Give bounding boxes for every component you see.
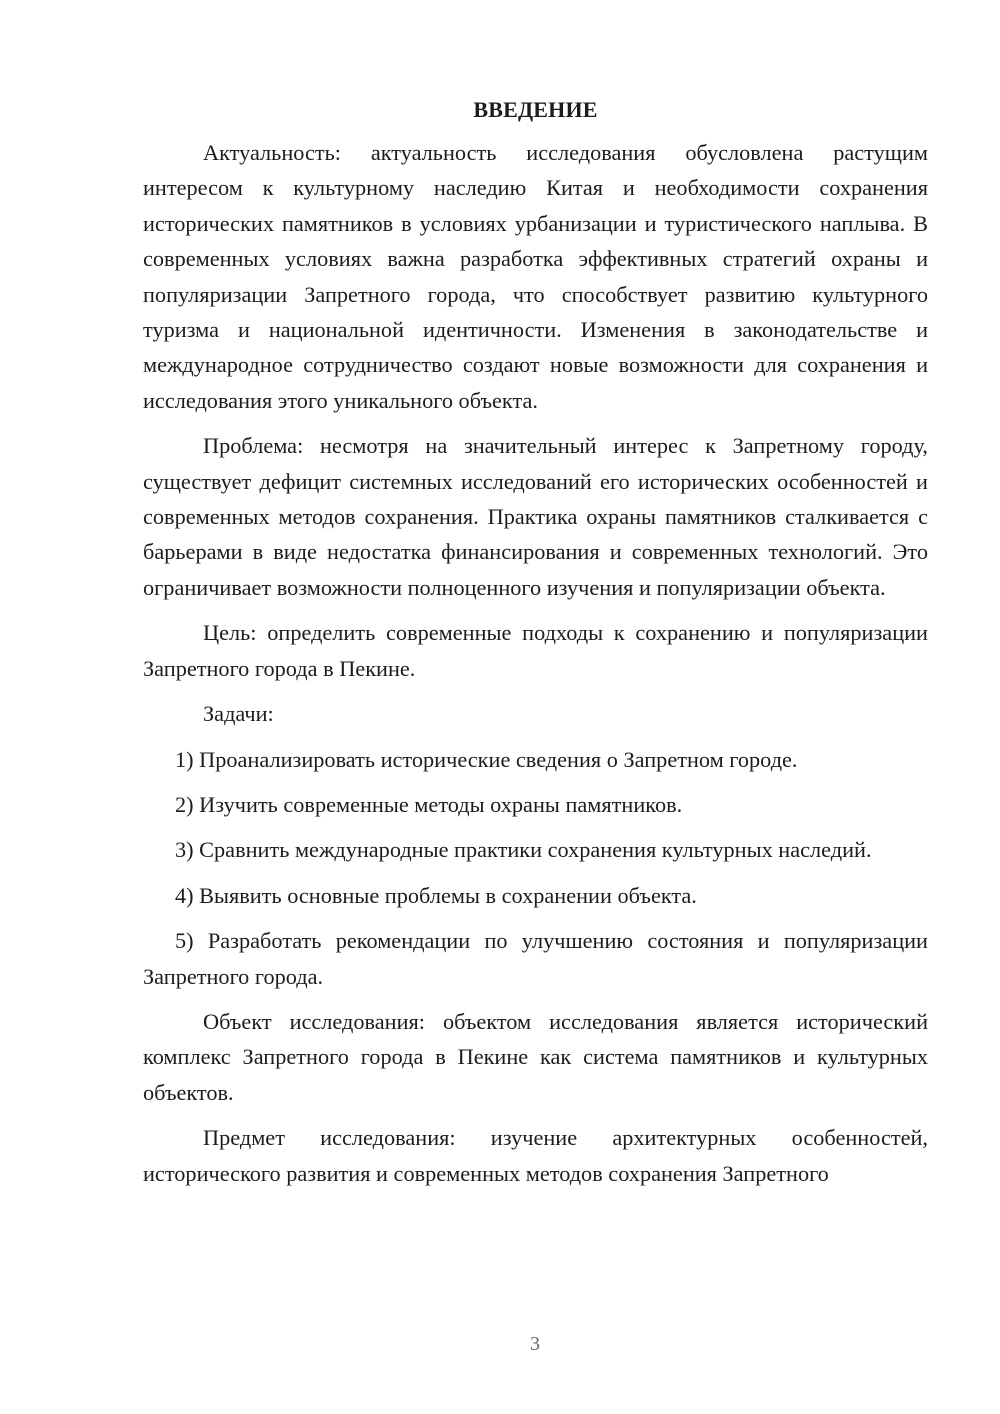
subject-paragraph: Предмет исследования: изучение архитектурных особенностей, исторического развития и современных методов сохранения Запретного [143, 1125, 928, 1186]
goal-paragraph: Цель: определить современные подходы к сохранению и популяризации Запретного города в Пекине. [143, 620, 928, 681]
task-item-3: 3) Сравнить международные практики сохранения культурных наследий. [175, 837, 872, 863]
tasks-label: Задачи: [203, 701, 274, 727]
section-heading: ВВЕДЕНИЕ [473, 97, 598, 122]
object-paragraph: Объект исследования: объектом исследования является исторический комплекс Запретного города в Пекине как система памятников и культурных объектов. [143, 1008, 928, 1105]
task-item-2: 2) Изучить современные методы охраны памятников. [175, 791, 683, 817]
page-number: 3 [530, 1333, 540, 1355]
relevance-paragraph: Актуальность: актуальность исследования обусловлена растущим интересом к культурному наследию Китая и необходимости сохранения исторических памятников в условиях урбанизации и туристического наплыва. В современных условиях важна разработка эффективных стратегий охраны и популяризации Запретного города, что способствует развитию культурного туризма и национальной идентичности. Изменения в законодательстве и международное сотрудничество создают новые возможности для сохранения и исследования этого уникального объекта. [143, 140, 928, 413]
task-item-1: 1) Проанализировать исторические сведения о Запретном городе. [175, 746, 798, 772]
task-item-5: 5) Разработать рекомендации по улучшению состояния и популяризации Запретного города. [143, 928, 928, 989]
task-item-4: 4) Выявить основные проблемы в сохранении объекта. [175, 882, 697, 908]
document-page [143, 92, 928, 1191]
problem-paragraph: Проблема: несмотря на значительный интерес к Запретному городу, существует дефицит системных исследований его исторических особенностей и современных методов сохранения. Практика охраны памятников сталкивается с барьерами в виде недостатка финансирования и современных технологий. Это ограничивает возможности полноценного изучения и популяризации объекта. [143, 433, 928, 600]
